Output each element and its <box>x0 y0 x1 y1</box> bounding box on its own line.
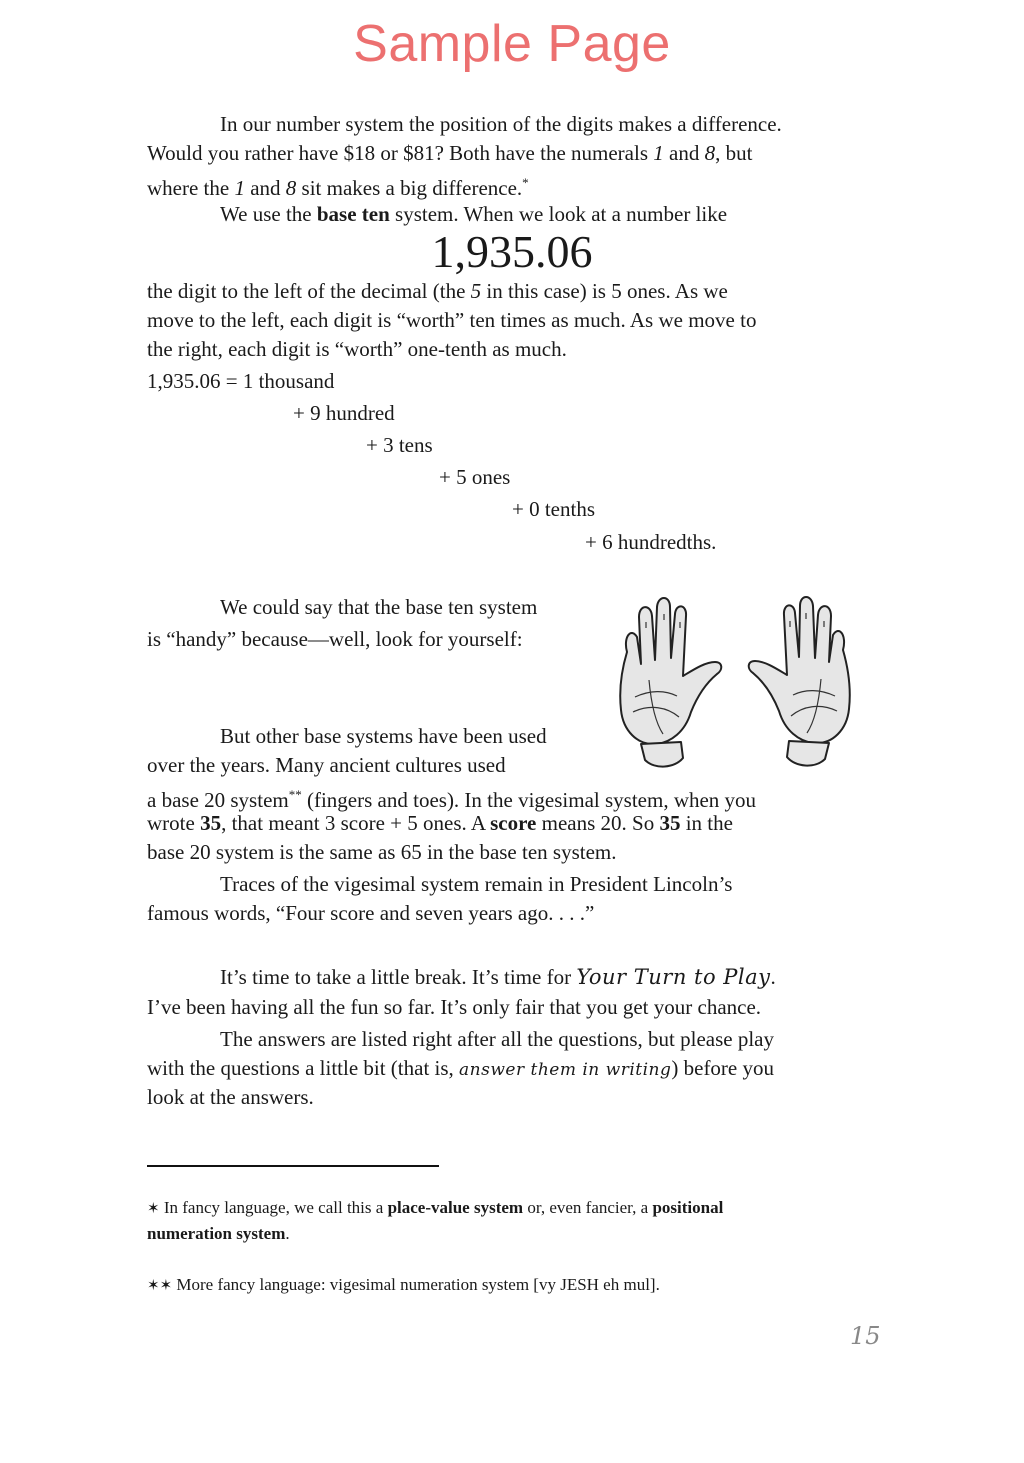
digit-five: 5 <box>470 279 482 303</box>
expansion-tenths: + 0 tenths <box>512 497 596 521</box>
sample-page-watermark: Sample Page <box>353 15 671 73</box>
expansion-thousand: 1,935.06 = 1 thousand <box>147 369 335 393</box>
expansion-hundred: + 9 hundred <box>293 401 395 425</box>
intro-line-3-text-b: and <box>244 176 286 200</box>
vigesimal-line-4-text-d: in the <box>680 811 733 835</box>
numeral-one: 1 <box>653 141 664 165</box>
footnote-1-line-2 <box>147 1221 290 1246</box>
base-ten-line-3: move to the left, each digit is “worth” ten times as much. As we move to <box>147 308 757 332</box>
vigesimal-line-4-text-a: wrote <box>147 811 201 835</box>
handy-line-2: is “handy” because—well, look for yourself: <box>147 627 523 651</box>
break-line-1-text-a: It’s time to take a little break. It’s time for <box>220 965 577 989</box>
intro-line-2-text-b: and <box>663 141 705 165</box>
footnote-1-text-a: In fancy language, we call this a <box>159 1198 388 1217</box>
intro-line-3-text-c: sit makes a big difference. <box>296 176 523 200</box>
break-line-4-text-a: with the questions a little bit (that is, <box>147 1056 460 1080</box>
vigesimal-line-2: over the years. Many ancient cultures used <box>147 753 506 777</box>
break-line-1 <box>220 963 776 992</box>
vigesimal-35-second: 35 <box>659 811 681 835</box>
numeration-system-term: numeration system <box>147 1224 286 1243</box>
base-ten-line-2 <box>147 277 728 306</box>
handy-line-1: We could say that the base ten system <box>220 595 538 619</box>
star-icon: ✶ <box>147 1199 160 1217</box>
your-turn-to-play-title: Your Turn to Play <box>576 965 771 989</box>
footnote-2-text: More fancy language: vigesimal numeration system [vy JESH eh mul]. <box>172 1275 660 1294</box>
break-line-1-text-b: . <box>770 965 776 989</box>
base-ten-text-a: We use the <box>220 202 317 226</box>
base-ten-text-b: system. When we look at a number like <box>389 202 728 226</box>
expansion-tens: + 3 tens <box>366 433 433 457</box>
base-ten-line-2-text-a: the digit to the left of the decimal (the <box>147 279 471 303</box>
positional-term: positional <box>652 1198 724 1217</box>
expansion-ones: + 5 ones <box>439 465 511 489</box>
lincoln-line-2: famous words, “Four score and seven years ago. . . .” <box>147 901 595 925</box>
intro-line-2 <box>147 139 752 168</box>
double-star-icon: ✶✶ <box>147 1276 173 1294</box>
break-line-4 <box>147 1054 774 1085</box>
footnote-1-end: . <box>285 1224 290 1243</box>
base-ten-line-1 <box>220 200 727 229</box>
footnote-1-text-b: or, even fancier, a <box>523 1198 653 1217</box>
intro-line-1: In our number system the position of the digits makes a difference. <box>220 112 782 136</box>
footnote-1-line-1 <box>147 1195 723 1221</box>
score-term: score <box>490 811 537 835</box>
break-line-2: I’ve been having all the fun so far. It’s only fair that you get your chance. <box>147 995 762 1019</box>
break-line-4-text-b: ) before you <box>671 1056 774 1080</box>
vigesimal-line-4-text-b: , that meant 3 score + 5 ones. A <box>221 811 491 835</box>
numeral-eight: 8 <box>704 141 716 165</box>
base-ten-line-4: the right, each digit is “worth” one-tenth as much. <box>147 337 567 361</box>
footnote-2 <box>147 1272 660 1298</box>
answer-in-writing-phrase: answer them in writing <box>459 1060 672 1080</box>
base-ten-term: base ten <box>316 202 390 226</box>
numeral-one: 1 <box>234 176 245 200</box>
vigesimal-line-3-text-a: a base 20 system <box>147 788 289 812</box>
intro-line-3-text-a: where the <box>147 176 235 200</box>
intro-line-2-text-c: , but <box>715 141 753 165</box>
footnote-mark-2: ** <box>288 787 302 802</box>
vigesimal-line-4-text-c: means 20. So <box>536 811 660 835</box>
vigesimal-line-5: base 20 system is the same as 65 in the base ten system. <box>147 840 617 864</box>
example-number: 1,935.06 <box>431 226 593 277</box>
intro-line-2-text-a: Would you rather have $18 or $81? Both have the numerals <box>147 141 654 165</box>
footnote-mark-1: * <box>522 175 529 190</box>
numeral-eight: 8 <box>285 176 297 200</box>
base-ten-line-2-text-b: in this case) is 5 ones. As we <box>481 279 728 303</box>
page-number: 15 <box>850 1322 881 1350</box>
vigesimal-35: 35 <box>200 811 222 835</box>
expansion-hundredths: + 6 hundredths. <box>585 530 717 554</box>
lincoln-line-1: Traces of the vigesimal system remain in President Lincoln’s <box>220 872 733 896</box>
vigesimal-line-1: But other base systems have been used <box>220 724 547 748</box>
place-value-term: place-value system <box>387 1198 524 1217</box>
intro-line-3 <box>147 168 529 203</box>
break-line-5: look at the answers. <box>147 1085 314 1109</box>
footnote-divider <box>147 1165 439 1167</box>
break-line-3: The answers are listed right after all the questions, but please play <box>220 1027 774 1051</box>
two-open-hands-icon <box>605 592 867 777</box>
vigesimal-line-4 <box>147 809 733 838</box>
vigesimal-line-3-text-b: (fingers and toes). In the vigesimal system, when you <box>301 788 757 812</box>
